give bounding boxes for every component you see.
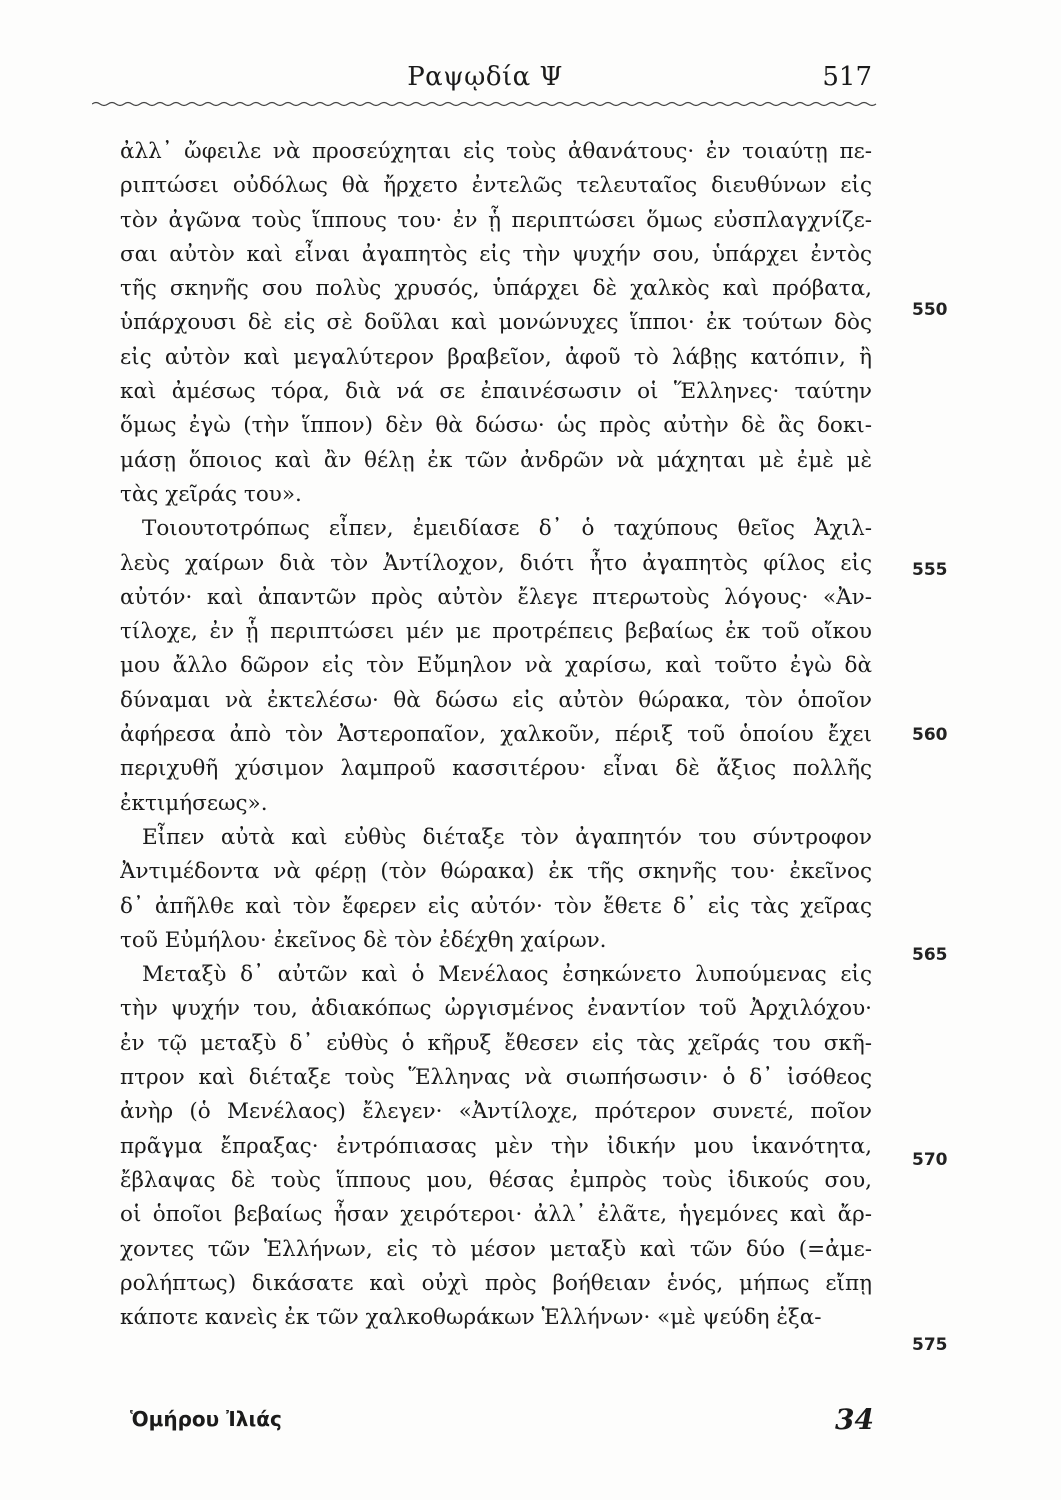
page-footer [130, 1403, 878, 1443]
text-line: μου ἄλλο δῶρον εἰς τὸν Εὔμηλον νὰ χαρίσω, καὶ τοῦτο ἐγὼ δὰ [120, 653, 872, 679]
text-line: ἀφήρεσα ἀπὸ τὸν Ἀστεροπαῖον, χαλκοῦν, πέριξ τοῦ ὁποίου ἔχει [120, 722, 872, 748]
text-line: μάσῃ ὅποιος καὶ ἂν θέλῃ ἐκ τῶν ἀνδρῶν νὰ μάχηται μὲ ἐμὲ μὲ [120, 447, 872, 473]
text-line: τίλοχε, ἐν ᾗ περιπτώσει μέν με προτρέπεις βεβαίως ἐκ τοῦ οἴκου [120, 619, 872, 645]
text-line: τὸν ἀγῶνα τοὺς ἵππους του· ἐν ᾗ περιπτώσει ὅμως εὐσπλαγχνίζε- [120, 207, 872, 233]
text-line: τὰς χεῖράς του». [120, 481, 302, 507]
text-line: ἔβλαψας δὲ τοὺς ἵππους μου, θέσας ἐμπρὸς τοὺς ἰδικούς σου, [120, 1167, 872, 1193]
text-line: περιχυθῆ χύσιμον λαμπροῦ κασσιτέρου· εἶναι δὲ ἄξιος πολλῆς [120, 756, 872, 782]
text-line: κάποτε κανεὶς ἐκ τῶν χαλκοθωράκων Ἑλλήνων· «μὲ ψεύδη ἐξα- [120, 1305, 822, 1331]
text-line: σαι αὐτὸν καὶ εἶναι ἀγαπητὸς εἰς τὴν ψυχήν σου, ὑπάρχει ἐντὸς [120, 241, 872, 267]
text-line: χοντες τῶν Ἑλλήνων, εἰς τὸ μέσον μεταξὺ καὶ τῶν δύο (=ἀμε- [120, 1236, 872, 1262]
text-line: ἐν τῷ μεταξὺ δ᾽ εὐθὺς ὁ κῆρυξ ἔθεσεν εἰς τὰς χεῖράς του σκῆ- [120, 1030, 872, 1056]
text-line: δύναμαι νὰ ἐκτελέσω· θὰ δώσω εἰς αὐτὸν θώρακα, τὸν ὁποῖον [120, 687, 872, 713]
running-title: Ραψῳδία Ψ [407, 62, 563, 92]
text-line: Ἀντιμέδοντα νὰ φέρῃ (τὸν θώρακα) ἐκ τῆς σκηνῆς του· ἐκεῖνος [120, 859, 872, 885]
text-line: τῆς σκηνῆς σου πολὺς χρυσός, ὑπάρχει δὲ χαλκὸς καὶ πρόβατα, [120, 276, 872, 302]
text-line: ἀλλ᾽ ὤφειλε νὰ προσεύχηται εἰς τοὺς ἀθανάτους· ἐν τοιαύτῃ πε- [120, 139, 872, 164]
text-line: δ᾽ ἀπῆλθε καὶ τὸν ἔφερεν εἰς αὐτόν· τὸν ἔθετε δ᾽ εἰς τὰς χεῖρας [120, 893, 872, 919]
text-line: ὅμως ἐγὼ (τὴν ἵππον) δὲν θὰ δώσω· ὡς πρὸς αὐτὴν δὲ ἂς δοκι- [120, 413, 872, 439]
text-line: ἐκτιμήσεως». [120, 790, 268, 816]
signature-mark: Ὁμήρου Ἰλιάς [130, 1407, 282, 1431]
text-line: εἰς αὐτὸν καὶ μεγαλύτερον βραβεῖον, ἀφοῦ τὸ λάβῃς κατόπιν, ἢ [120, 344, 872, 370]
page-header [92, 60, 878, 100]
text-line: αὐτόν· καὶ ἀπαντῶν πρὸς αὐτὸν ἔλεγε πτερωτοὺς λόγους· «Ἀν- [120, 584, 872, 610]
text-line: πρᾶγμα ἔπραξας· ἐντρόπιασας μὲν τὴν ἰδικήν μου ἱκανότητα, [120, 1133, 872, 1159]
verse-number: 565 [912, 945, 948, 965]
text-line: πτρον καὶ διέταξε τοὺς Ἕλληνας νὰ σιωπήσωσιν· ὁ δ᾽ ἰσόθεος [120, 1065, 872, 1091]
text-line: ἀνὴρ (ὁ Μενέλαος) ἔλεγεν· «Ἀντίλοχε, πρότερον συνετέ, ποῖον [120, 1099, 872, 1125]
text-line: ρολήπτως) δικάσατε καὶ οὐχὶ πρὸς βοήθειαν ἑνός, μήπως εἴπῃ [120, 1270, 872, 1296]
verse-number: 555 [912, 560, 948, 580]
text-line: ριπτώσει οὐδόλως θὰ ἤρχετο ἐντελῶς τελευταῖος διευθύνων εἰς [120, 173, 872, 199]
text-line: οἱ ὁποῖοι βεβαίως ἦσαν χειρότεροι· ἀλλ᾽ ἐλᾶτε, ἡγεμόνες καὶ ἄρ- [120, 1202, 872, 1228]
page-number: 517 [822, 62, 872, 92]
text-line: καὶ ἀμέσως τόρα, διὰ νά σε ἐπαινέσωσιν οἱ Ἕλληνες· ταύτην [120, 379, 872, 405]
text-line: Εἶπεν αὐτὰ καὶ εὐθὺς διέταξε τὸν ἀγαπητόν του σύντροφον [142, 824, 872, 850]
text-line: τοῦ Εὐμήλου· ἐκεῖνος δὲ τὸν ἐδέχθη χαίρων. [120, 927, 607, 953]
text-line: τὴν ψυχήν του, ἀδιακόπως ὠργισμένος ἐναντίον τοῦ Ἀρχιλόχου· [120, 996, 872, 1022]
text-line: λεὺς χαίρων διὰ τὸν Ἀντίλοχον, διότι ἦτο ἀγαπητὸς φίλος εἰς [120, 550, 872, 576]
text-line: Μεταξὺ δ᾽ αὐτῶν καὶ ὁ Μενέλαος ἐσηκώνετο λυπούμενας εἰς [142, 962, 872, 988]
text-line: Τοιουτοτρόπως εἶπεν, ἐμειδίασε δ᾽ ὁ ταχύπους θεῖος Ἀχιλ- [142, 516, 872, 542]
sheet-number: 34 [835, 1403, 874, 1436]
verse-line-numbers [912, 0, 972, 1500]
main-text [120, 135, 872, 1335]
verse-number: 570 [912, 1150, 948, 1170]
text-line: ὑπάρχουσι δὲ εἰς σὲ δοῦλαι καὶ μονώνυχες ἵπποι· ἐκ τούτων δὸς [120, 310, 872, 336]
verse-number: 550 [912, 300, 948, 320]
header-wavy-rule [92, 100, 878, 108]
verse-number: 560 [912, 725, 948, 745]
verse-number: 575 [912, 1335, 948, 1355]
